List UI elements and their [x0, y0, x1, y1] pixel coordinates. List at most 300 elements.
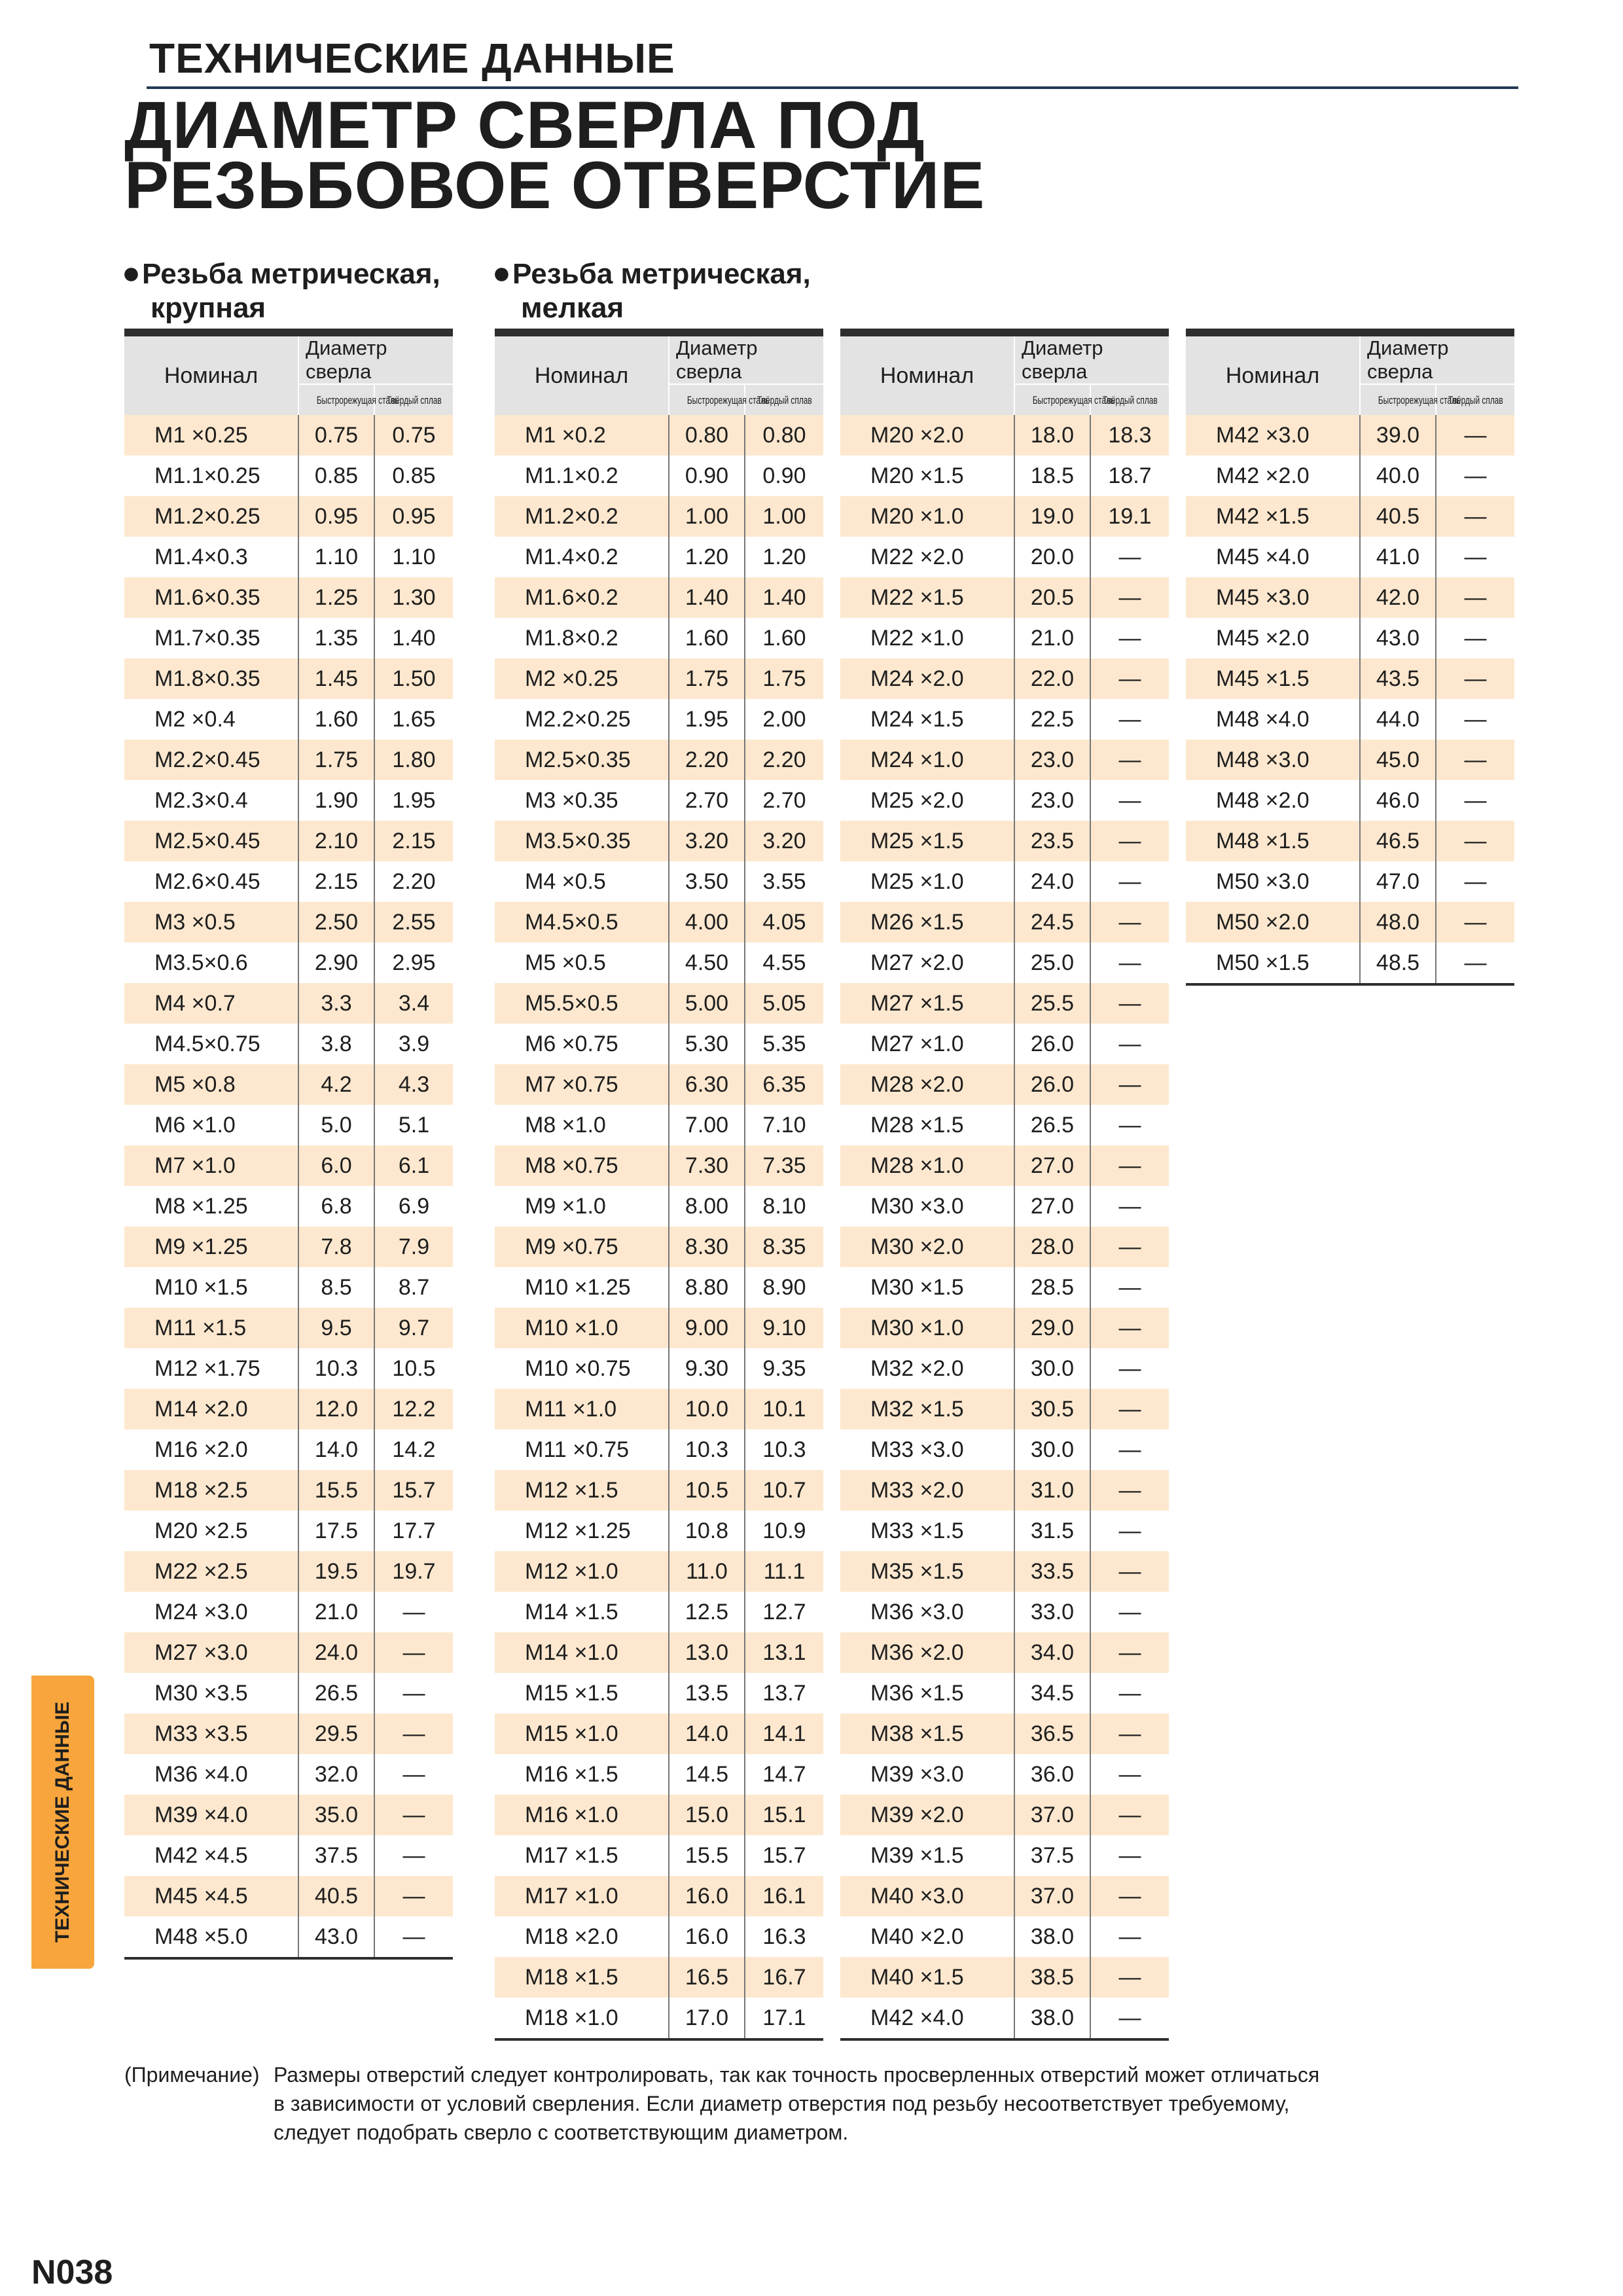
carbide-diameter-cell: — — [1436, 456, 1514, 496]
table-row — [1186, 861, 1514, 902]
column-header-hss-label: Быстрорежущая сталь — [1378, 393, 1461, 406]
hss-diameter-cell: 38.0 — [1014, 1998, 1090, 2039]
table-row — [840, 1064, 1169, 1105]
table-row — [124, 1389, 453, 1429]
nominal-cell: M12 ×1.25 — [495, 1511, 669, 1551]
carbide-diameter-cell: — — [374, 1795, 453, 1835]
nominal-cell: M39 ×4.0 — [124, 1795, 298, 1835]
table-row — [840, 1389, 1169, 1429]
hss-diameter-cell: 42.0 — [1360, 577, 1436, 618]
page-number: N038 — [31, 2253, 113, 2291]
table-row — [495, 577, 823, 618]
nominal-cell: M39 ×1.5 — [840, 1835, 1014, 1876]
carbide-diameter-cell: — — [374, 1592, 453, 1632]
hss-diameter-cell: 35.0 — [298, 1795, 374, 1835]
hss-diameter-cell: 10.0 — [669, 1389, 745, 1429]
carbide-diameter-cell: 19.7 — [374, 1551, 453, 1592]
column-header-hss — [669, 384, 770, 415]
carbide-diameter-cell: 6.9 — [374, 1186, 453, 1227]
carbide-diameter-cell: 0.90 — [745, 456, 823, 496]
carbide-diameter-cell: 15.1 — [745, 1795, 823, 1835]
carbide-diameter-cell: 0.80 — [745, 415, 823, 456]
hss-diameter-cell: 10.5 — [669, 1470, 745, 1511]
hss-diameter-cell: 14.0 — [669, 1713, 745, 1754]
nominal-cell: M7 ×0.75 — [495, 1064, 669, 1105]
carbide-diameter-cell: 7.9 — [374, 1227, 453, 1267]
carbide-diameter-cell: — — [1090, 1267, 1169, 1308]
nominal-cell: M38 ×1.5 — [840, 1713, 1014, 1754]
side-tab[interactable] — [31, 1676, 94, 1969]
column-header-nominal: Номинал — [1186, 332, 1360, 415]
column-header-diameter: Диаметр сверла — [669, 332, 823, 384]
hss-diameter-cell: 8.5 — [298, 1267, 374, 1308]
hss-diameter-cell: 43.5 — [1360, 658, 1436, 699]
nominal-cell: M48 ×2.0 — [1186, 780, 1360, 821]
column-header-carbide — [1090, 384, 1169, 415]
carbide-diameter-cell: — — [1090, 537, 1169, 577]
carbide-diameter-cell: 0.95 — [374, 496, 453, 537]
hss-diameter-cell: 9.30 — [669, 1348, 745, 1389]
carbide-diameter-cell: — — [1090, 1754, 1169, 1795]
table-row — [124, 1024, 453, 1064]
carbide-diameter-cell: 17.1 — [745, 1998, 823, 2039]
hss-diameter-cell: 3.50 — [669, 861, 745, 902]
nominal-cell: M22 ×2.5 — [124, 1551, 298, 1592]
carbide-diameter-cell: — — [1436, 942, 1514, 984]
carbide-diameter-cell: 5.35 — [745, 1024, 823, 1064]
nominal-cell: M27 ×1.0 — [840, 1024, 1014, 1064]
nominal-cell: M16 ×2.0 — [124, 1429, 298, 1470]
hss-diameter-cell: 2.90 — [298, 942, 374, 983]
table-row — [124, 1673, 453, 1713]
hss-diameter-cell: 43.0 — [298, 1916, 374, 1958]
table-row — [124, 1308, 453, 1348]
table-row — [495, 861, 823, 902]
table-row — [124, 1267, 453, 1308]
table-row — [840, 740, 1169, 780]
nominal-cell: M2.2×0.45 — [124, 740, 298, 780]
nominal-cell: M30 ×1.5 — [840, 1267, 1014, 1308]
carbide-diameter-cell: — — [1090, 1551, 1169, 1592]
hss-diameter-cell: 23.0 — [1014, 780, 1090, 821]
hss-diameter-cell: 24.0 — [1014, 861, 1090, 902]
table-row — [124, 1064, 453, 1105]
nominal-cell: M2.6×0.45 — [124, 861, 298, 902]
nominal-cell: M32 ×2.0 — [840, 1348, 1014, 1389]
hss-diameter-cell: 40.5 — [298, 1876, 374, 1916]
hss-diameter-cell: 1.90 — [298, 780, 374, 821]
page-title-line1: ДИАМЕТР СВЕРЛА ПОД — [124, 88, 925, 162]
nominal-cell: M40 ×2.0 — [840, 1916, 1014, 1957]
hss-diameter-cell: 29.0 — [1014, 1308, 1090, 1348]
nominal-cell: M5.5×0.5 — [495, 983, 669, 1024]
table-row — [840, 861, 1169, 902]
carbide-diameter-cell: 3.9 — [374, 1024, 453, 1064]
hss-diameter-cell: 25.5 — [1014, 983, 1090, 1024]
nominal-cell: M18 ×1.5 — [495, 1957, 669, 1998]
table-row — [124, 1754, 453, 1795]
nominal-cell: M8 ×1.0 — [495, 1105, 669, 1145]
note-text: Размеры отверстий следует контролировать, так как точность просверленных отверстий может отличаться в зависимости от условий сверления. Если диаметр отверстия под резьбу несоответствует требуемому, следует подобрать сверло с соответствующим диаметром. — [274, 2063, 1320, 2144]
nominal-cell: M2 ×0.4 — [124, 699, 298, 740]
table-row — [124, 942, 453, 983]
table-row — [840, 1186, 1169, 1227]
nominal-cell: M14 ×1.0 — [495, 1632, 669, 1673]
nominal-cell: M20 ×2.5 — [124, 1511, 298, 1551]
nominal-cell: M14 ×2.0 — [124, 1389, 298, 1429]
nominal-cell: M10 ×1.0 — [495, 1308, 669, 1348]
column-header-nominal: Номинал — [840, 332, 1014, 415]
nominal-cell: M20 ×2.0 — [840, 415, 1014, 456]
table-row — [495, 1064, 823, 1105]
hss-diameter-cell: 7.8 — [298, 1227, 374, 1267]
hss-diameter-cell: 25.0 — [1014, 942, 1090, 983]
column-header-hss-label: Быстрорежущая сталь — [1032, 393, 1115, 406]
nominal-cell: M12 ×1.5 — [495, 1470, 669, 1511]
hss-diameter-cell: 37.0 — [1014, 1876, 1090, 1916]
carbide-diameter-cell: 1.40 — [374, 618, 453, 658]
column-header-hss — [1014, 384, 1115, 415]
nominal-cell: M16 ×1.0 — [495, 1795, 669, 1835]
coarse-thread-table — [124, 329, 453, 1960]
nominal-cell: M42 ×3.0 — [1186, 415, 1360, 456]
table-row — [495, 1795, 823, 1835]
nominal-cell: M4 ×0.5 — [495, 861, 669, 902]
hss-diameter-cell: 1.20 — [669, 537, 745, 577]
carbide-diameter-cell: — — [1436, 658, 1514, 699]
table-row — [124, 1835, 453, 1876]
table-row — [495, 821, 823, 861]
hss-diameter-cell: 16.0 — [669, 1916, 745, 1957]
hss-diameter-cell: 41.0 — [1360, 537, 1436, 577]
carbide-diameter-cell: 1.50 — [374, 658, 453, 699]
nominal-cell: M33 ×3.0 — [840, 1429, 1014, 1470]
table-row — [840, 983, 1169, 1024]
hss-diameter-cell: 1.35 — [298, 618, 374, 658]
carbide-diameter-cell: 15.7 — [745, 1835, 823, 1876]
column-header-diameter: Диаметр сверла — [1360, 332, 1514, 384]
carbide-diameter-cell: — — [1090, 1673, 1169, 1713]
hss-diameter-cell: 11.0 — [669, 1551, 745, 1592]
hss-diameter-cell: 43.0 — [1360, 618, 1436, 658]
hss-diameter-cell: 1.45 — [298, 658, 374, 699]
carbide-diameter-cell: 3.20 — [745, 821, 823, 861]
carbide-diameter-cell: — — [1090, 1795, 1169, 1835]
hss-diameter-cell: 6.0 — [298, 1145, 374, 1186]
column-header-diameter: Диаметр сверла — [1014, 332, 1169, 384]
table-row — [840, 1511, 1169, 1551]
nominal-cell: M42 ×4.0 — [840, 1998, 1014, 2039]
hss-diameter-cell: 36.5 — [1014, 1713, 1090, 1754]
nominal-cell: M1.7×0.35 — [124, 618, 298, 658]
hss-diameter-cell: 1.25 — [298, 577, 374, 618]
nominal-cell: M3 ×0.5 — [124, 902, 298, 942]
hss-diameter-cell: 33.5 — [1014, 1551, 1090, 1592]
hss-diameter-cell: 18.5 — [1014, 456, 1090, 496]
table-row — [840, 902, 1169, 942]
carbide-diameter-cell: 8.10 — [745, 1186, 823, 1227]
table-row — [840, 496, 1169, 537]
table-row — [495, 1145, 823, 1186]
carbide-diameter-cell: 1.20 — [745, 537, 823, 577]
nominal-cell: M24 ×1.0 — [840, 740, 1014, 780]
hss-diameter-cell: 16.0 — [669, 1876, 745, 1916]
hss-diameter-cell: 21.0 — [298, 1592, 374, 1632]
carbide-diameter-cell: — — [1090, 1876, 1169, 1916]
nominal-cell: M45 ×2.0 — [1186, 618, 1360, 658]
hss-diameter-cell: 0.90 — [669, 456, 745, 496]
carbide-diameter-cell: 9.10 — [745, 1308, 823, 1348]
carbide-diameter-cell: 10.1 — [745, 1389, 823, 1429]
carbide-diameter-cell: 7.35 — [745, 1145, 823, 1186]
carbide-diameter-cell: 1.30 — [374, 577, 453, 618]
hss-diameter-cell: 28.0 — [1014, 1227, 1090, 1267]
carbide-diameter-cell: 1.40 — [745, 577, 823, 618]
hss-diameter-cell: 13.0 — [669, 1632, 745, 1673]
hss-diameter-cell: 20.5 — [1014, 577, 1090, 618]
nominal-cell: M48 ×4.0 — [1186, 699, 1360, 740]
nominal-cell: M24 ×3.0 — [124, 1592, 298, 1632]
carbide-diameter-cell: 6.35 — [745, 1064, 823, 1105]
table-row — [1186, 699, 1514, 740]
carbide-diameter-cell: — — [1090, 1308, 1169, 1348]
hss-diameter-cell: 45.0 — [1360, 740, 1436, 780]
carbide-diameter-cell: 2.15 — [374, 821, 453, 861]
carbide-diameter-cell: 15.7 — [374, 1470, 453, 1511]
nominal-cell: M20 ×1.0 — [840, 496, 1014, 537]
nominal-cell: M8 ×1.25 — [124, 1186, 298, 1227]
carbide-diameter-cell: — — [1090, 658, 1169, 699]
table-row — [124, 1105, 453, 1145]
carbide-diameter-cell: — — [374, 1916, 453, 1958]
nominal-cell: M22 ×1.5 — [840, 577, 1014, 618]
nominal-cell: M5 ×0.5 — [495, 942, 669, 983]
column-header-carbide — [374, 384, 453, 415]
nominal-cell: M2.3×0.4 — [124, 780, 298, 821]
nominal-cell: M1.4×0.2 — [495, 537, 669, 577]
table-row — [495, 942, 823, 983]
table-row — [495, 1916, 823, 1957]
hss-diameter-cell: 9.00 — [669, 1308, 745, 1348]
section-header-text: ТЕХНИЧЕСКИЕ ДАННЫЕ — [149, 35, 675, 82]
nominal-cell: M30 ×3.5 — [124, 1673, 298, 1713]
hss-diameter-cell: 4.2 — [298, 1064, 374, 1105]
table-row — [124, 496, 453, 537]
hss-diameter-cell: 48.0 — [1360, 902, 1436, 942]
nominal-cell: M39 ×3.0 — [840, 1754, 1014, 1795]
hss-diameter-cell: 0.75 — [298, 415, 374, 456]
table-row — [124, 1876, 453, 1916]
table-row — [124, 537, 453, 577]
hss-diameter-cell: 26.5 — [1014, 1105, 1090, 1145]
nominal-cell: M24 ×2.0 — [840, 658, 1014, 699]
table-row — [495, 1673, 823, 1713]
carbide-diameter-cell: 13.7 — [745, 1673, 823, 1713]
table-row — [1186, 415, 1514, 456]
table-row — [124, 658, 453, 699]
nominal-cell: M10 ×1.25 — [495, 1267, 669, 1308]
carbide-diameter-cell: 0.85 — [374, 456, 453, 496]
nominal-cell: M32 ×1.5 — [840, 1389, 1014, 1429]
nominal-cell: M24 ×1.5 — [840, 699, 1014, 740]
carbide-diameter-cell: 4.55 — [745, 942, 823, 983]
carbide-diameter-cell: — — [1090, 983, 1169, 1024]
table-row — [840, 1632, 1169, 1673]
hss-diameter-cell: 19.0 — [1014, 496, 1090, 537]
hss-diameter-cell: 1.10 — [298, 537, 374, 577]
table-row — [840, 577, 1169, 618]
hss-diameter-cell: 10.3 — [669, 1429, 745, 1470]
table-row — [495, 1998, 823, 2039]
nominal-cell: M4.5×0.5 — [495, 902, 669, 942]
hss-diameter-cell: 37.0 — [1014, 1795, 1090, 1835]
table-row — [840, 699, 1169, 740]
hss-diameter-cell: 16.5 — [669, 1957, 745, 1998]
table-row — [495, 1957, 823, 1998]
carbide-diameter-cell: — — [1090, 1429, 1169, 1470]
nominal-cell: M50 ×3.0 — [1186, 861, 1360, 902]
nominal-cell: M20 ×1.5 — [840, 456, 1014, 496]
table-row — [840, 1551, 1169, 1592]
nominal-cell: M3.5×0.6 — [124, 942, 298, 983]
hss-diameter-cell: 2.15 — [298, 861, 374, 902]
carbide-diameter-cell: 14.2 — [374, 1429, 453, 1470]
carbide-diameter-cell: 16.7 — [745, 1957, 823, 1998]
nominal-cell: M30 ×2.0 — [840, 1227, 1014, 1267]
column-header-carbide — [745, 384, 823, 415]
column-header-hss-label: Быстрорежущая сталь — [316, 393, 399, 406]
nominal-cell: M45 ×3.0 — [1186, 577, 1360, 618]
hss-diameter-cell: 33.0 — [1014, 1592, 1090, 1632]
carbide-diameter-cell: 2.00 — [745, 699, 823, 740]
carbide-diameter-cell: 1.65 — [374, 699, 453, 740]
carbide-diameter-cell: 12.2 — [374, 1389, 453, 1429]
hss-diameter-cell: 5.0 — [298, 1105, 374, 1145]
hss-diameter-cell: 5.30 — [669, 1024, 745, 1064]
table-row — [124, 1227, 453, 1267]
hss-diameter-cell: 31.5 — [1014, 1511, 1090, 1551]
nominal-cell: M15 ×1.5 — [495, 1673, 669, 1713]
nominal-cell: M18 ×2.0 — [495, 1916, 669, 1957]
carbide-diameter-cell: 1.80 — [374, 740, 453, 780]
nominal-cell: M50 ×2.0 — [1186, 902, 1360, 942]
nominal-cell: M2.5×0.35 — [495, 740, 669, 780]
carbide-diameter-cell: 14.7 — [745, 1754, 823, 1795]
hss-diameter-cell: 1.95 — [669, 699, 745, 740]
hss-diameter-cell: 1.60 — [298, 699, 374, 740]
hss-diameter-cell: 10.8 — [669, 1511, 745, 1551]
nominal-cell: M40 ×3.0 — [840, 1876, 1014, 1916]
hss-diameter-cell: 2.10 — [298, 821, 374, 861]
table-row — [1186, 456, 1514, 496]
table-row — [840, 1835, 1169, 1876]
hss-diameter-cell: 22.0 — [1014, 658, 1090, 699]
carbide-diameter-cell: 10.7 — [745, 1470, 823, 1511]
table-row — [1186, 902, 1514, 942]
hss-diameter-cell: 12.0 — [298, 1389, 374, 1429]
nominal-cell: M30 ×1.0 — [840, 1308, 1014, 1348]
table-row — [124, 415, 453, 456]
hss-diameter-cell: 38.5 — [1014, 1957, 1090, 1998]
hss-diameter-cell: 8.80 — [669, 1267, 745, 1308]
carbide-diameter-cell: 4.3 — [374, 1064, 453, 1105]
carbide-diameter-cell: 1.00 — [745, 496, 823, 537]
hss-diameter-cell: 13.5 — [669, 1673, 745, 1713]
hss-diameter-cell: 1.00 — [669, 496, 745, 537]
table-row — [124, 456, 453, 496]
carbide-diameter-cell: 0.75 — [374, 415, 453, 456]
nominal-cell: M16 ×1.5 — [495, 1754, 669, 1795]
table-row — [840, 780, 1169, 821]
fine-thread-table-3 — [1186, 329, 1514, 986]
nominal-cell: M36 ×2.0 — [840, 1632, 1014, 1673]
table-row — [1186, 821, 1514, 861]
carbide-diameter-cell: — — [1436, 780, 1514, 821]
nominal-cell: M26 ×1.5 — [840, 902, 1014, 942]
carbide-diameter-cell: — — [1090, 1998, 1169, 2039]
fine-heading-line1: Резьба метрическая, — [512, 258, 811, 290]
table-row — [840, 1916, 1169, 1957]
table-row — [495, 1754, 823, 1795]
nominal-cell: M45 ×4.5 — [124, 1876, 298, 1916]
hss-diameter-cell: 2.20 — [669, 740, 745, 780]
hss-diameter-cell: 27.0 — [1014, 1145, 1090, 1186]
hss-diameter-cell: 20.0 — [1014, 537, 1090, 577]
column-header-hss — [298, 384, 399, 415]
table-row — [1186, 496, 1514, 537]
hss-diameter-cell: 5.00 — [669, 983, 745, 1024]
table-row — [840, 1795, 1169, 1835]
carbide-diameter-cell: 5.1 — [374, 1105, 453, 1145]
table-row — [495, 496, 823, 537]
fine-thread-table-2 — [840, 329, 1169, 2041]
carbide-diameter-cell: 14.1 — [745, 1713, 823, 1754]
nominal-cell: M25 ×2.0 — [840, 780, 1014, 821]
table-row — [495, 1632, 823, 1673]
carbide-diameter-cell: — — [1090, 1186, 1169, 1227]
carbide-diameter-cell: 16.3 — [745, 1916, 823, 1957]
nominal-cell: M33 ×2.0 — [840, 1470, 1014, 1511]
nominal-cell: M22 ×2.0 — [840, 537, 1014, 577]
hss-diameter-cell: 12.5 — [669, 1592, 745, 1632]
carbide-diameter-cell: 8.7 — [374, 1267, 453, 1308]
table-row — [124, 1713, 453, 1754]
carbide-diameter-cell: — — [1090, 1592, 1169, 1632]
nominal-cell: M1 ×0.2 — [495, 415, 669, 456]
table-row — [840, 1348, 1169, 1389]
nominal-cell: M1.8×0.2 — [495, 618, 669, 658]
carbide-diameter-cell: — — [1090, 1470, 1169, 1511]
hss-diameter-cell: 47.0 — [1360, 861, 1436, 902]
carbide-diameter-cell: 4.05 — [745, 902, 823, 942]
hss-diameter-cell: 22.5 — [1014, 699, 1090, 740]
table-row — [495, 618, 823, 658]
hss-diameter-cell: 2.50 — [298, 902, 374, 942]
nominal-cell: M18 ×2.5 — [124, 1470, 298, 1511]
carbide-diameter-cell: — — [1090, 942, 1169, 983]
carbide-diameter-cell: — — [1090, 1389, 1169, 1429]
table-row — [495, 902, 823, 942]
hss-diameter-cell: 31.0 — [1014, 1470, 1090, 1511]
nominal-cell: M42 ×4.5 — [124, 1835, 298, 1876]
hss-diameter-cell: 15.5 — [298, 1470, 374, 1511]
hss-diameter-cell: 32.0 — [298, 1754, 374, 1795]
nominal-cell: M27 ×1.5 — [840, 983, 1014, 1024]
carbide-diameter-cell: 7.10 — [745, 1105, 823, 1145]
column-header-carbide-label: Твёрдый сплав — [757, 393, 812, 406]
nominal-cell: M50 ×1.5 — [1186, 942, 1360, 984]
hss-diameter-cell: 14.0 — [298, 1429, 374, 1470]
